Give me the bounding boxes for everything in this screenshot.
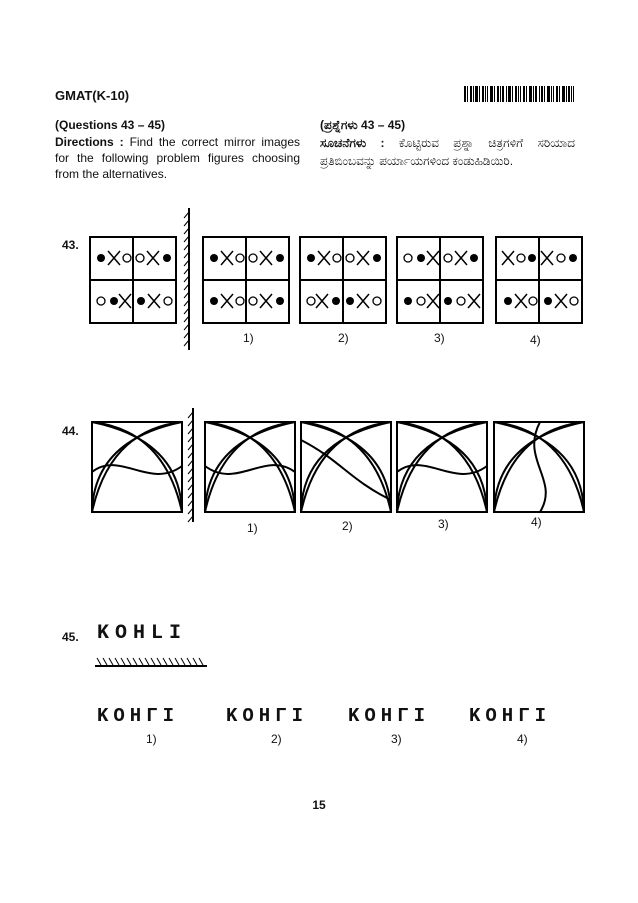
q45-option-2-label: 2) bbox=[271, 732, 282, 746]
exam-code: GMAT(K-10) bbox=[55, 88, 130, 103]
q45-option-2-word: KOHΓI bbox=[226, 705, 309, 727]
q44-option-1-label: 1) bbox=[247, 521, 258, 535]
q43-option-3-label: 3) bbox=[434, 331, 445, 345]
questions-range-en: (Questions 43 – 45) bbox=[55, 118, 166, 132]
q43-option-3-figure bbox=[397, 237, 483, 323]
barcode-image bbox=[464, 86, 574, 102]
q43-problem-figure bbox=[90, 237, 176, 323]
q44-option-3-figure bbox=[397, 422, 487, 512]
q43-mirror bbox=[184, 208, 189, 350]
question-43-number: 43. bbox=[62, 238, 79, 252]
q45-problem-word: KOHLI bbox=[97, 622, 188, 645]
directions-label-en: Directions : bbox=[55, 135, 124, 149]
q45-option-4-word: KOHΓI bbox=[469, 705, 552, 727]
directions-en bbox=[55, 134, 300, 182]
directions-label-kn: ಸೂಚನೆಗಳು : bbox=[320, 136, 385, 150]
q44-option-1-figure bbox=[205, 422, 295, 512]
page-number: 15 bbox=[312, 798, 326, 812]
question-43-figures bbox=[0, 200, 638, 360]
q43-option-1-figure bbox=[203, 237, 289, 323]
q43-option-2-label: 2) bbox=[338, 331, 349, 345]
q43-option-4-label: 4) bbox=[530, 333, 541, 347]
questions-range-kn: (ಪ್ರಶ್ನೆಗಳು 43 – 45) bbox=[320, 118, 406, 132]
q45-option-3-word: KOHΓI bbox=[348, 705, 431, 727]
q44-problem-figure bbox=[92, 422, 182, 512]
q44-option-2-label: 2) bbox=[342, 519, 353, 533]
directions-text-kn: ಕೊಟ್ಟಿರುವ ಪ್ರಶ್ನಾ ಚಿತ್ರಗಳಿಗೆ ಸರಿಯಾದ ಪ್ರತಿಬಿಂಬವನ್ನು ಪರ್ಯಾಯಗಳಿಂದ ಕಂಡುಹಿಡಿಯಿರಿ. bbox=[320, 136, 575, 168]
q45-option-1-label: 1) bbox=[146, 732, 157, 746]
q43-option-1-label: 1) bbox=[243, 331, 254, 345]
q44-option-3-label: 3) bbox=[438, 517, 449, 531]
question-44-number: 44. bbox=[62, 424, 79, 438]
q44-option-2-figure bbox=[301, 422, 391, 512]
question-45-number: 45. bbox=[62, 630, 79, 644]
q45-option-1-word: KOHΓI bbox=[97, 705, 180, 727]
q45-option-3-label: 3) bbox=[391, 732, 402, 746]
q43-option-2-figure bbox=[300, 237, 386, 323]
q45-option-4-label: 4) bbox=[517, 732, 528, 746]
q45-mirror bbox=[95, 656, 210, 668]
directions-text-en: Find the correct mirror images for the following problem figures choosing from the alternatives. bbox=[55, 135, 301, 181]
directions-kn bbox=[320, 134, 575, 170]
q44-option-4-figure bbox=[494, 422, 584, 512]
q44-mirror bbox=[188, 408, 193, 522]
question-44-figures bbox=[0, 400, 638, 530]
q43-option-4-figure bbox=[496, 237, 582, 323]
q44-option-4-label: 4) bbox=[531, 515, 542, 529]
